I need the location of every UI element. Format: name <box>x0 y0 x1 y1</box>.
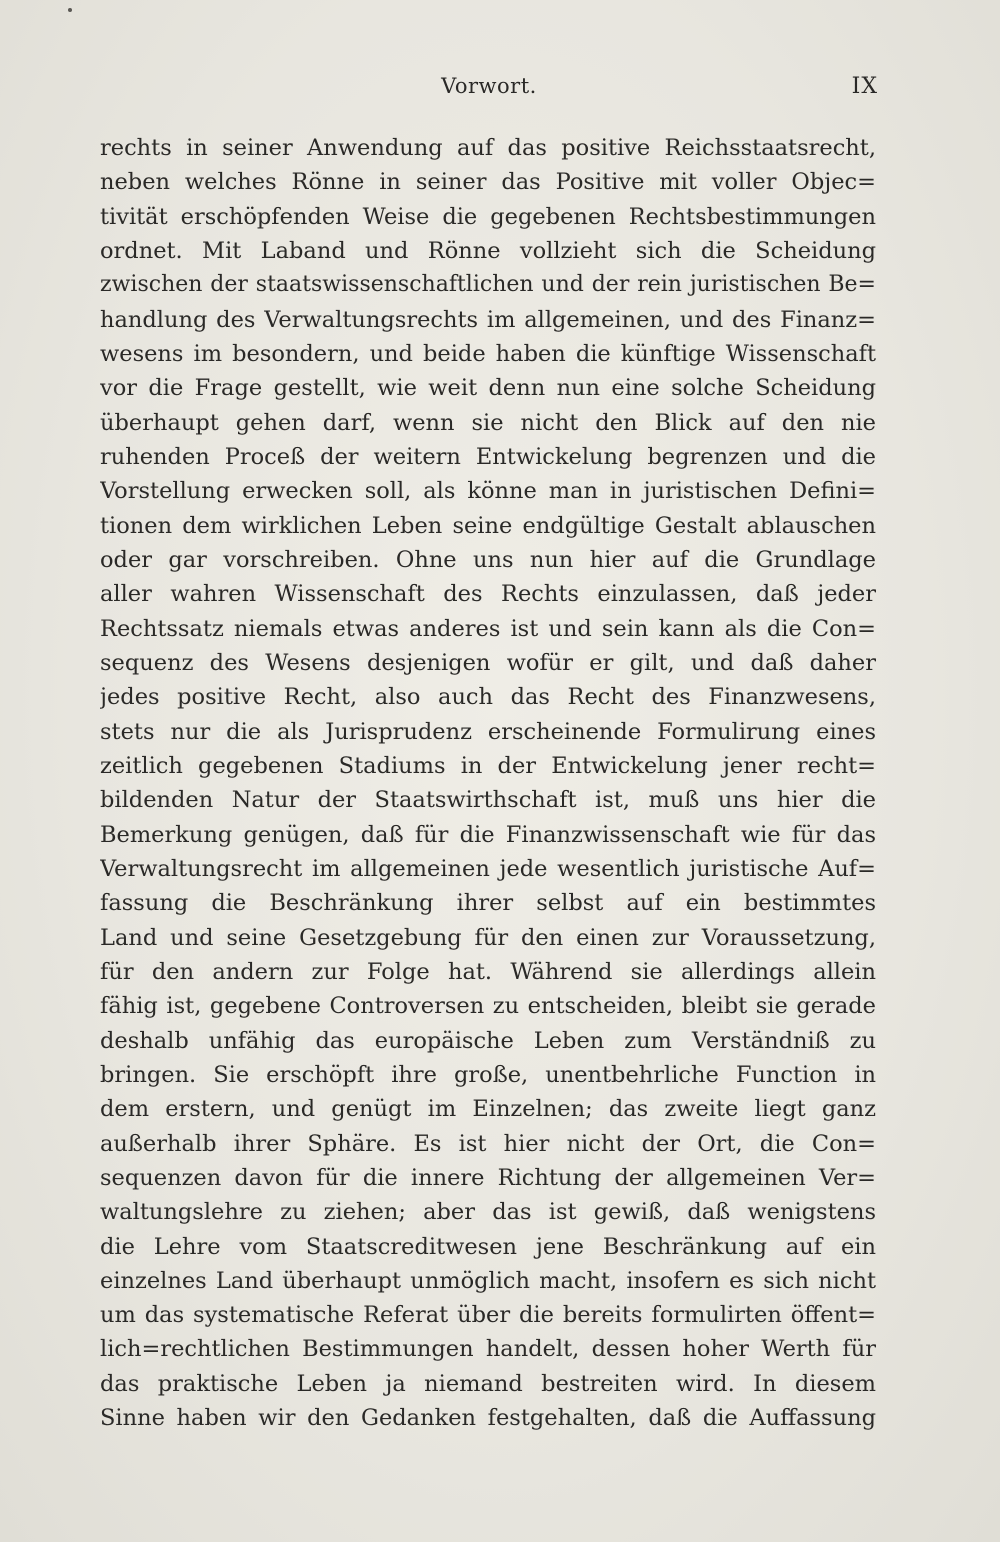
text-line: waltungslehre zu ziehen; aber das ist gewiß, daß wenigstens <box>100 1199 876 1226</box>
text-line: das praktische Leben ja niemand bestreiten wird. In diesem <box>100 1370 876 1397</box>
text-line: fassung die Beschränkung ihrer selbst auf ein bestimmtes <box>100 890 876 917</box>
text-line: bildenden Natur der Staatswirthschaft ist, muß uns hier die <box>100 787 876 814</box>
text-line: zwischen der staatswissenschaftlichen und der rein juristischen Be= <box>100 272 876 298</box>
text-line: einzelnes Land überhaupt unmöglich macht, insofern es sich nicht <box>100 1267 876 1294</box>
text-line: überhaupt gehen darf, wenn sie nicht den Blick auf den nie <box>100 409 876 436</box>
text-line: handlung des Verwaltungsrechts im allgemeinen, und des Finanz= <box>100 306 876 333</box>
text-line: bringen. Sie erschöpft ihre große, unentbehrliche Function in <box>100 1061 876 1088</box>
text-line: Verwaltungsrecht im allgemeinen jede wesentlich juristische Auf= <box>100 855 876 882</box>
text-line: sequenz des Wesens desjenigen wofür er gilt, und daß daher <box>100 649 876 676</box>
text-line: rechts in seiner Anwendung auf das positive Reichsstaatsrecht, <box>100 135 876 161</box>
body-text <box>100 131 876 1435</box>
ink-speck <box>68 8 72 12</box>
text-line: Bemerkung genügen, daß für die Finanzwissenschaft wie für das <box>100 821 876 848</box>
text-line: außerhalb ihrer Sphäre. Es ist hier nicht der Ort, die Con= <box>100 1130 876 1157</box>
page-number: IX <box>851 74 878 99</box>
text-line: zeitlich gegebenen Stadiums in der Entwickelung jener recht= <box>100 752 876 779</box>
text-line: Sinne haben wir den Gedanken festgehalten, daß die Auffassung <box>100 1405 876 1432</box>
text-line: aller wahren Wissenschaft des Rechts einzulassen, daß jeder <box>100 581 876 608</box>
text-line: neben welches Rönne in seiner das Positive mit voller Objec= <box>100 169 876 196</box>
text-line: vor die Frage gestellt, wie weit denn nun eine solche Scheidung <box>100 375 876 402</box>
text-line: die Lehre vom Staatscreditwesen jene Beschränkung auf ein <box>100 1233 876 1260</box>
text-line: Vorstellung erwecken soll, als könne man in juristischen Defini= <box>100 478 876 505</box>
running-head <box>100 74 878 104</box>
text-line: Rechtssatz niemals etwas anderes ist und sein kann als die Con= <box>100 615 876 642</box>
text-line: sequenzen davon für die innere Richtung der allgemeinen Ver= <box>100 1164 876 1191</box>
text-line: stets nur die als Jurisprudenz erscheinende Formulirung eines <box>100 718 876 745</box>
text-line: für den andern zur Folge hat. Während sie allerdings allein <box>100 958 876 985</box>
page-header-title: Vorwort. <box>441 74 537 98</box>
text-line: dem erstern, und genügt im Einzelnen; das zweite liegt ganz <box>100 1096 876 1123</box>
text-line: jedes positive Recht, also auch das Recht des Finanzwesens, <box>100 684 876 711</box>
text-line: lich=rechtlichen Bestimmungen handelt, dessen hoher Werth für <box>100 1336 876 1363</box>
text-line: oder gar vorschreiben. Ohne uns nun hier auf die Grundlage <box>100 546 876 573</box>
text-line: wesens im besondern, und beide haben die künftige Wissenschaft <box>100 340 876 367</box>
text-line: ruhenden Proceß der weitern Entwickelung begrenzen und die <box>100 443 876 470</box>
text-line: ordnet. Mit Laband und Rönne vollzieht sich die Scheidung <box>100 237 876 264</box>
text-line: Land und seine Gesetzgebung für den einen zur Voraussetzung, <box>100 924 876 951</box>
text-line: deshalb unfähig das europäische Leben zum Verständniß zu <box>100 1027 876 1054</box>
text-line: um das systematische Referat über die bereits formulirten öffent= <box>100 1302 876 1329</box>
text-line: tionen dem wirklichen Leben seine endgültige Gestalt ablauschen <box>100 512 876 539</box>
text-line: tivität erschöpfenden Weise die gegebenen Rechtsbestimmungen <box>100 203 876 230</box>
text-line: fähig ist, gegebene Controversen zu entscheiden, bleibt sie gerade <box>100 993 876 1020</box>
